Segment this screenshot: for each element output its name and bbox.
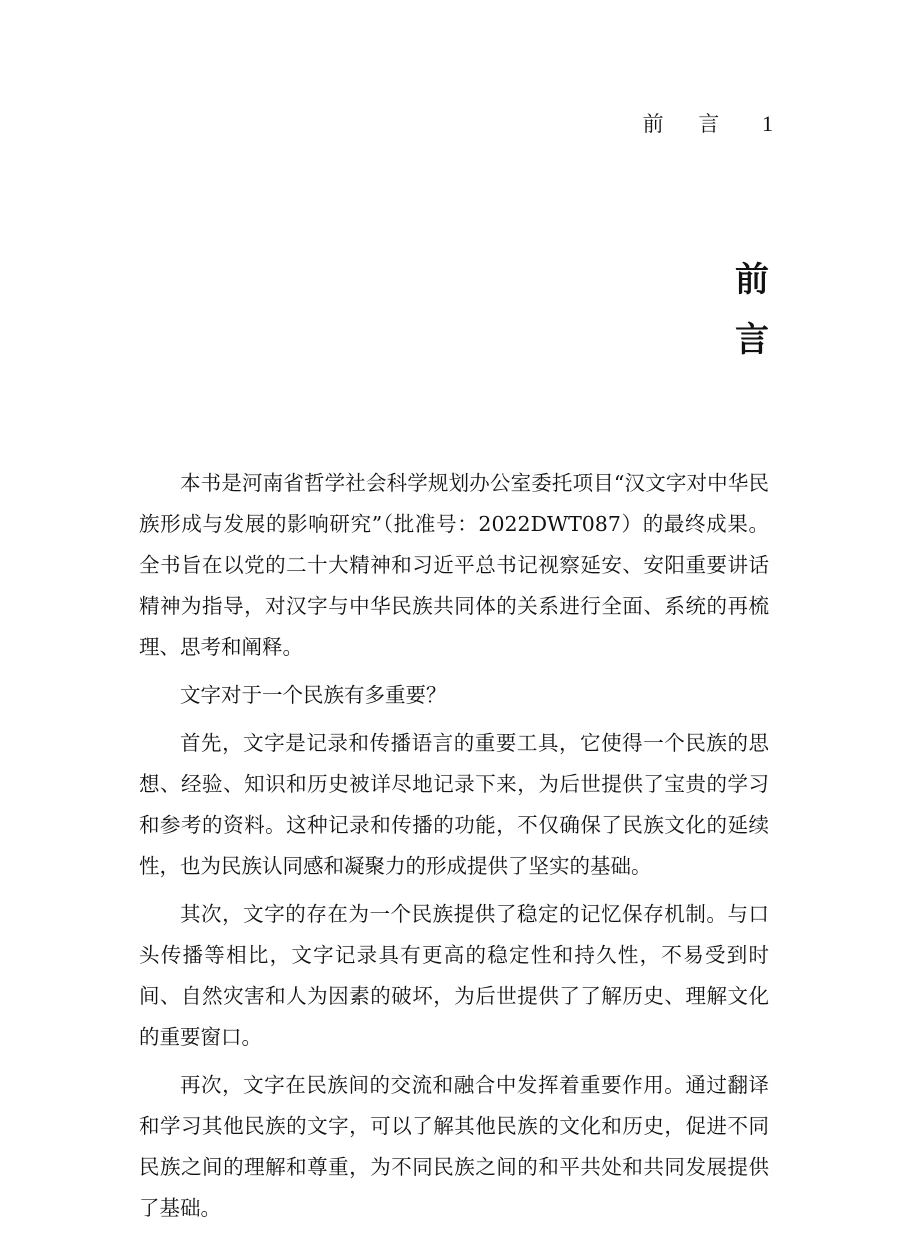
chapter-title (732, 250, 772, 370)
running-header (643, 108, 773, 138)
body-text (139, 463, 769, 1236)
header-title: 前 言 (642, 112, 734, 136)
paragraph-5: 再次，文字在民族间的交流和融合中发挥着重要作用。通过翻译和学习其他民族的文字，可以了解其他民族的文化和历史，促进不同民族之间的理解和尊重，为不同民族之间的和平共处和共同发展提供了基础。 (139, 1073, 769, 1220)
chapter-title-char-2: 言 (735, 320, 769, 360)
paragraph-2: 文字对于一个民族有多重要？ (180, 683, 447, 707)
chapter-title-char-1: 前 (735, 260, 769, 300)
paragraph-3: 首先，文字是记录和传播语言的重要工具，它使得一个民族的思想、经验、知识和历史被详尽地记录下来，为后世提供了宝贵的学习和参考的资料。这种记录和传播的功能，不仅确保了民族文化的延续性，也为民族认同感和凝聚力的形成提供了坚实的基础。 (139, 731, 769, 878)
paragraph-1: 本书是河南省哲学社会科学规划办公室委托项目“汉文字对中华民族形成与发展的影响研究”（批准号：2022DWT087）的最终成果。全书旨在以党的二十大精神和习近平总书记视察延安、安阳重要讲话精神为指导，对汉字与中华民族共同体的关系进行全面、系统的再梳理、思考和阐释。 (139, 471, 769, 659)
paragraph-4: 其次，文字的存在为一个民族提供了稳定的记忆保存机制。与口头传播等相比，文字记录具有更高的稳定性和持久性，不易受到时间、自然灾害和人为因素的破坏，为后世提供了了解历史、理解文化的重要窗口。 (139, 902, 769, 1049)
page-number: 1 (762, 111, 773, 136)
